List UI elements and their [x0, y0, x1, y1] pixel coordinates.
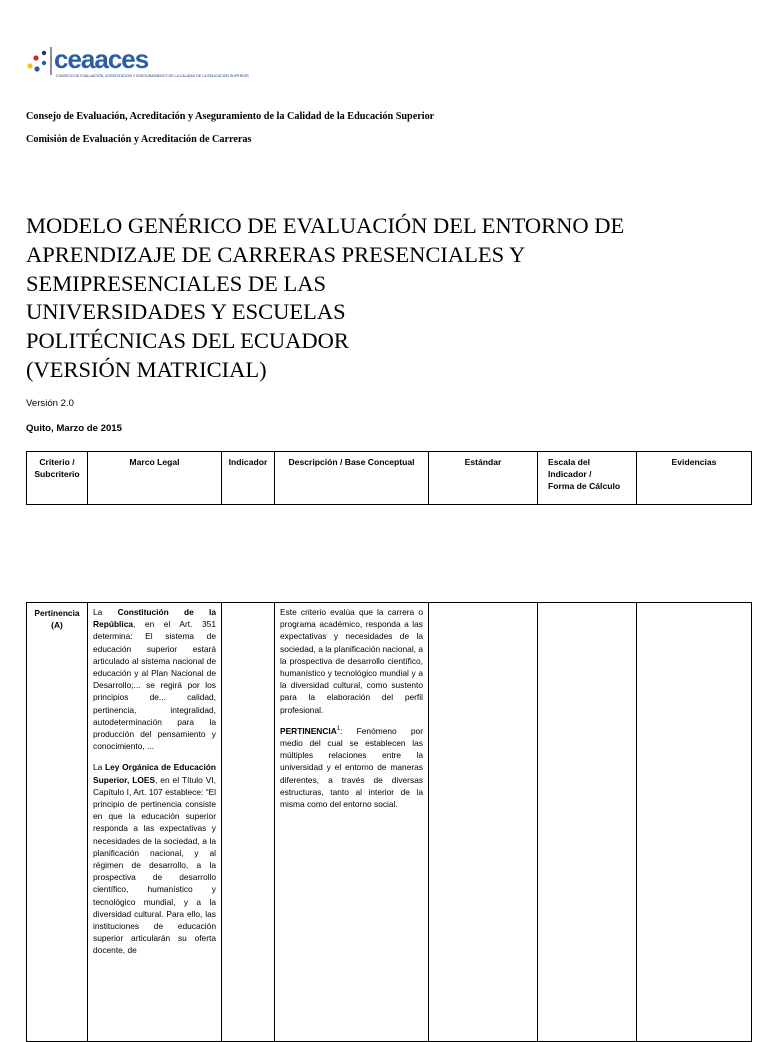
matrix-header-table — [26, 451, 752, 505]
cell-descripcion: Este criterio evalúa que la carrera o programa académico, responda a las expectativas y necesidades de la sociedad, a la planificación nacional, a la prospectiva de desarrollo científico, humanístico y tecnológico mundial y a la diversidad cultural, como sustento para la elaboración del perfil profesional. PERTINENCIA$^1$: Fenómeno por medio del cual se establecen las múltiples relaciones entre la universidad y el entorno de maneras diferentes, a través de diversas estructuras, tanto al interior de la misma como del entorno social. — [275, 603, 429, 1042]
col-descripcion: Descripción / Base Conceptual — [275, 452, 429, 505]
title-line: MODELO GENÉRICO DE EVALUACIÓN DEL ENTORNO DE — [26, 213, 625, 238]
logo-tagline: CONSEJO DE EVALUACIÓN, ACREDITACIÓN Y ASEGURAMIENTO DE LA CALIDAD DE LA EDUCACIÓN SUPERIOR — [56, 74, 249, 78]
document-title — [26, 212, 746, 385]
commission-name: Comisión de Evaluación y Acreditación de Carreras — [26, 134, 252, 145]
place-date: Quito, Marzo de 2015 — [26, 423, 122, 434]
cell-evidencias — [637, 603, 752, 1042]
title-line: (VERSIÓN MATRICIAL) — [26, 356, 267, 382]
table-row — [27, 603, 752, 1042]
cell-marco-legal: La Constitución de la República, en el Art. 351 determina: El sistema de educación superior estará articulado al sistema nacional de educación y al Plan Nacional de Desarrollo;... se regirá por los principios de... calidad, pertinencia, integralidad, autodeterminación para la producción del pensamiento y conocimiento, ... La Ley Orgánica de Educación Superior, LOES, en el Título VI, Capítulo I, Art. 107 establece: “El principio de pertinencia consiste en que la educación superior responda a las expectativas y necesidades de la sociedad, a la planificación nacional, y al régimen de desarrollo, a la prospectiva de desarrollo científico, humanístico y tecnológico mundial, y a la diversidad cultural. Para ello, las instituciones de educación superior articularán su oferta docente, de — [88, 603, 222, 1042]
title-line: SEMIPRESENCIALES DE LAS — [26, 270, 327, 296]
col-marco-legal: Marco Legal — [88, 452, 222, 505]
title-line: POLITÉCNICAS DEL ECUADOR — [26, 328, 349, 354]
council-name: Consejo de Evaluación, Acreditación y Aseguramiento de la Calidad de la Educación Superior — [26, 111, 435, 122]
cell-indicador — [222, 603, 275, 1042]
version-label: Versión 2.0 — [26, 398, 75, 409]
cell-criterio: Pertinencia (A) — [27, 603, 88, 1042]
col-indicador: Indicador — [222, 452, 275, 505]
cell-estandar — [429, 603, 538, 1042]
title-line: UNIVERSIDADES Y ESCUELAS — [26, 299, 346, 325]
cell-escala — [538, 603, 637, 1042]
col-criterio: Criterio / Subcriterio — [27, 452, 88, 505]
matrix-body-table — [26, 602, 752, 1042]
col-evidencias: Evidencias — [637, 452, 752, 505]
col-escala: Escala del Indicador / Forma de Cálculo — [538, 452, 637, 505]
logo-wordmark: ceaaces — [54, 44, 149, 74]
ceaaces-logo — [26, 44, 249, 86]
title-line: APRENDIZAJE DE CARRERAS PRESENCIALES Y — [26, 241, 526, 267]
col-estandar: Estándar — [429, 452, 538, 505]
